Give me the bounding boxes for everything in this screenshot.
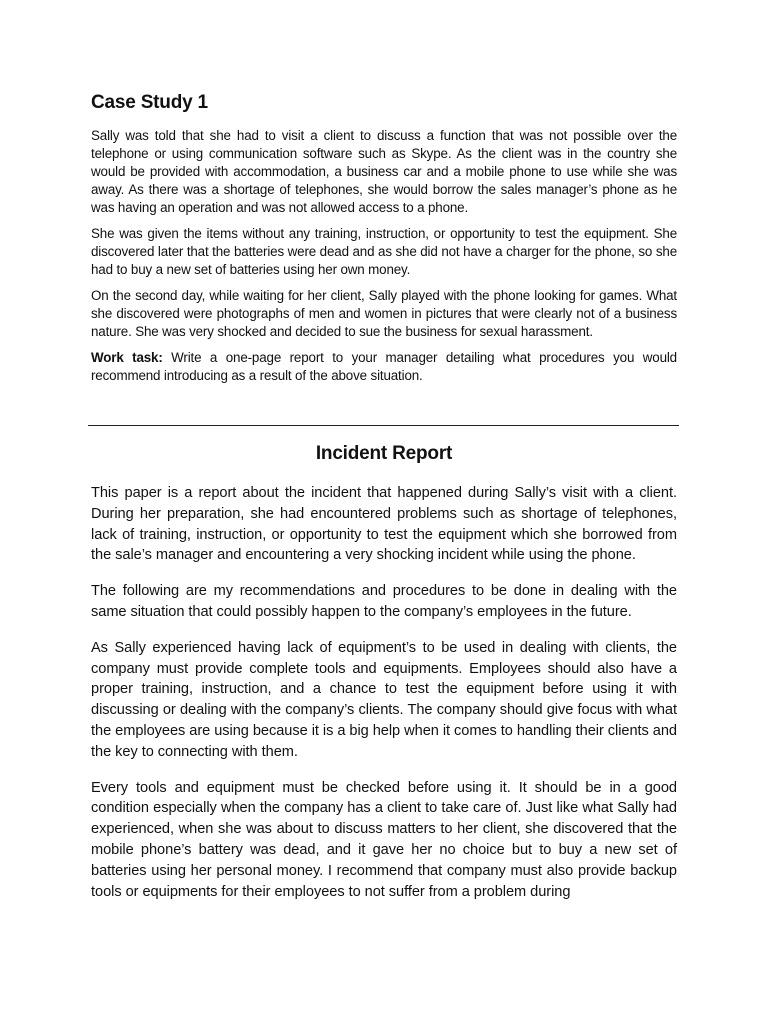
case-study-body	[91, 127, 677, 393]
work-task-paragraph	[91, 349, 677, 385]
report-paragraph: This paper is a report about the incident that happened during Sally’s visit with a client. During her preparation, she had encountered problems such as shortage of telephones, lack of training, instruction, or opportunity to test the equipment which she borrowed from the sale’s manager and encountering a very shocking incident while using the phone.	[91, 485, 677, 564]
section-divider	[88, 425, 679, 426]
case-study-paragraph: On the second day, while waiting for her client, Sally played with the phone looking for games. What she discovered were photographs of men and women in pictures that were clearly not of a business nature. She was very shocked and decided to sue the business for sexual harassment.	[91, 288, 677, 339]
report-paragraph: As Sally experienced having lack of equipment’s to be used in dealing with clients, the company must provide complete tools and equipments. Employees should also have a proper training, instruction, and a chance to test the equipment before using it with discussing or dealing with the company’s clients. The company should give focus with what the employees are using because it is a big help when it comes to handling their clients and the key to connecting with them.	[91, 639, 677, 760]
work-task-text: Write a one-page report to your manager detailing what procedures you would recommend introducing as a result of the above situation.	[91, 350, 677, 383]
case-study-paragraph: She was given the items without any training, instruction, or opportunity to test the equipment. She discovered later that the batteries were dead and as she did not have a charger for the phone, so she had to buy a new set of batteries using her own money.	[91, 226, 677, 277]
report-paragraph: Every tools and equipment must be checked before using it. It should be in a good condition especially when the company has a client to take care of. Just like what Sally had experienced, when she was about to discuss matters to her client, she discovered that the mobile phone’s battery was dead, and it gave her no choice but to buy a new set of batteries using her personal money. I recommend that company must also provide backup tools or equipments for their employees to not suffer from a problem during	[91, 779, 677, 900]
report-body	[91, 483, 677, 917]
case-study-title: Case Study 1	[91, 92, 208, 113]
case-study-paragraph: Sally was told that she had to visit a client to discuss a function that was not possible over the telephone or using communication software such as Skype. As the client was in the country she would be provided with accommodation, a business car and a mobile phone to use while she was away. As there was a shortage of telephones, she would borrow the sales manager’s phone as he was having an operation and was not allowed access to a phone.	[91, 128, 677, 215]
work-task-label: Work task:	[91, 350, 163, 365]
report-title: Incident Report	[315, 443, 453, 464]
report-paragraph: The following are my recommendations and procedures to be done in dealing with the same situation that could possibly happen to the company’s employees in the future.	[91, 583, 677, 620]
